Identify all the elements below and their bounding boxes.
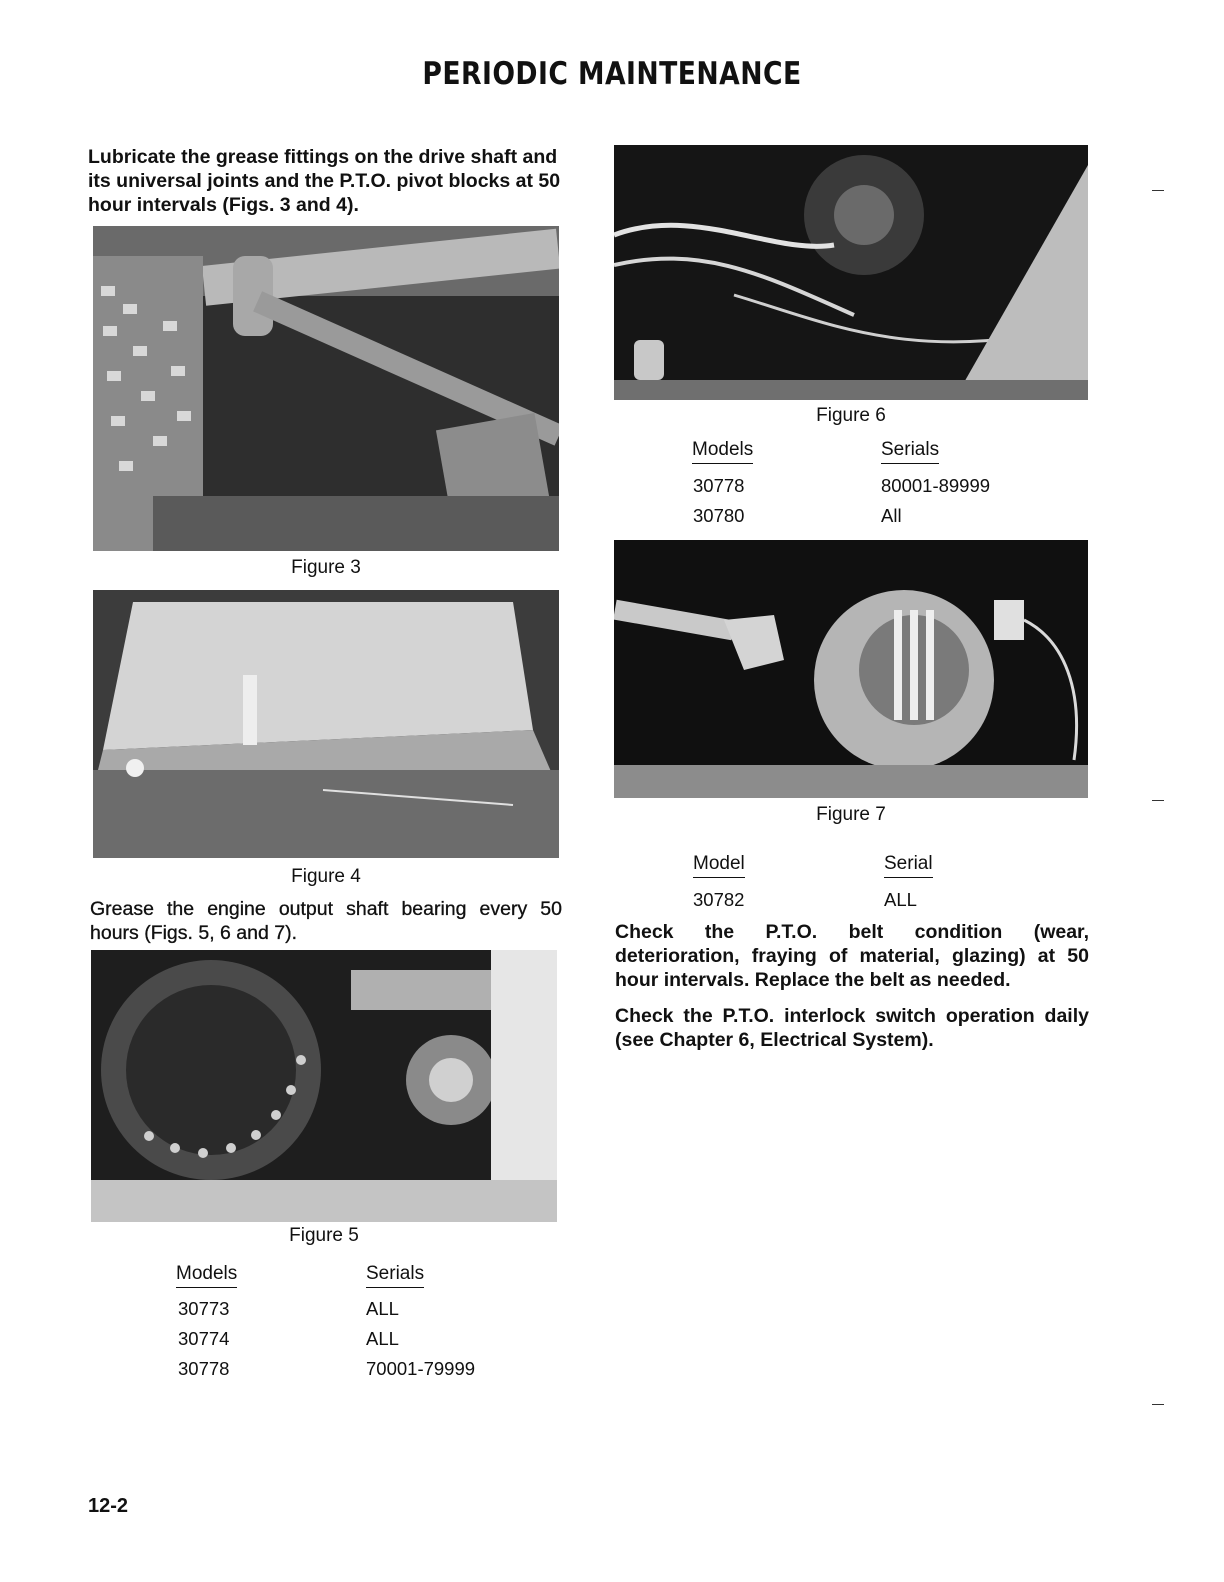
table6-row1-serial: 80001-89999 — [881, 475, 991, 496]
figure-3-photo — [93, 226, 559, 551]
table6-row1-model: 30778 — [693, 475, 745, 496]
table7-header-serial: Serial — [884, 853, 933, 878]
figure-5-caption: Figure 5 — [289, 1225, 359, 1246]
switch-paragraph: Check the P.T.O. interlock switch operation daily (see Chapter 6, Electrical System). — [615, 1005, 1089, 1051]
table5-row2-model: 30774 — [178, 1328, 230, 1349]
figure-3-caption: Figure 3 — [291, 557, 361, 578]
figure-7-caption: Figure 7 — [816, 804, 886, 825]
grease-paragraph: Grease the engine output shaft bearing every 50 hours (Figs. 5, 6 and 7). — [90, 898, 562, 944]
table5-row3-serial: 70001-79999 — [366, 1358, 476, 1379]
table6-row2-model: 30780 — [693, 505, 745, 526]
table5-header-serials: Serials — [366, 1263, 424, 1288]
figure-6-caption: Figure 6 — [816, 405, 886, 426]
table6-row2-serial: All — [881, 505, 902, 526]
table5-row1-serial: ALL — [366, 1298, 399, 1319]
table5-row2-serial: ALL — [366, 1328, 399, 1349]
table7-row1-model: 30782 — [693, 889, 745, 910]
belt-paragraph: Check the P.T.O. belt condition (wear, deterioration, fraying of material, glazing) at 50 hour intervals. Replace the belt as needed. — [615, 921, 1089, 991]
table5-row3-model: 30778 — [178, 1358, 230, 1379]
table7-row1-serial: ALL — [884, 889, 917, 910]
page-title: PERIODIC MAINTENANCE — [422, 56, 802, 92]
margin-tick — [1152, 190, 1164, 191]
margin-tick — [1152, 800, 1164, 801]
margin-tick — [1152, 1404, 1164, 1405]
figure-4-photo — [93, 590, 559, 858]
table6-header-models: Models — [692, 439, 753, 464]
table7-header-model: Model — [693, 853, 745, 878]
figure-4-caption: Figure 4 — [291, 866, 361, 887]
intro-paragraph: Lubricate the grease fittings on the drive shaft and its universal joints and the P.T.O. pivot blocks at 50 hour intervals (Figs. 3 and 4). — [88, 146, 561, 216]
figure-5-photo — [91, 950, 557, 1222]
figure-6-photo — [614, 145, 1088, 400]
figure-7-photo — [614, 540, 1088, 798]
table5-row1-model: 30773 — [178, 1298, 230, 1319]
table5-header-models: Models — [176, 1263, 237, 1288]
page-number: 12-2 — [88, 1495, 129, 1517]
table6-header-serials: Serials — [881, 439, 939, 464]
